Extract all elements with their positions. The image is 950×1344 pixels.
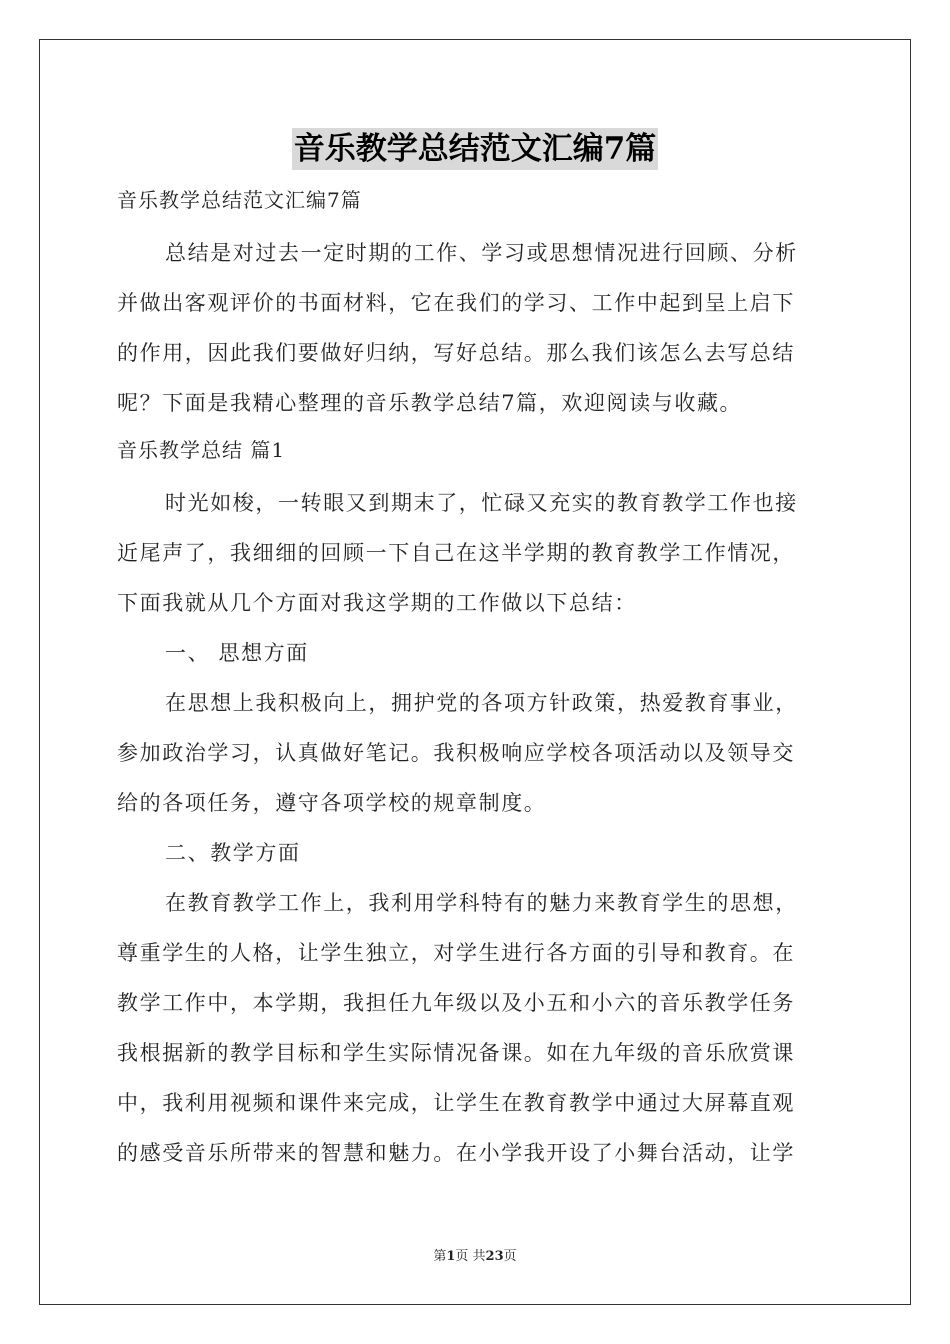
footer-suffix: 页: [503, 1249, 517, 1264]
paragraph-line: 我根据新的教学目标和学生实际情况备课。如在九年级的音乐欣赏课: [117, 1041, 795, 1065]
document-subtitle: 音乐教学总结范文汇编7篇: [117, 188, 362, 212]
paragraph-line: 近尾声了，我细细的回顾一下自己在这半学期的教育教学工作情况，: [117, 541, 795, 565]
page-total: 23: [485, 1249, 504, 1264]
part2-paragraph: [117, 878, 833, 1178]
intro-paragraph: [117, 228, 833, 428]
paragraph-line: 在思想上我积极向上，拥护党的各项方针政策，热爱教育事业，: [165, 691, 798, 715]
section-intro-paragraph: [117, 478, 833, 628]
part1-paragraph: [117, 678, 833, 828]
paragraph-line: 下面我就从几个方面对我这学期的工作做以下总结：: [117, 591, 637, 615]
document-body: [117, 178, 833, 1178]
page-number: 1: [446, 1249, 456, 1264]
paragraph-line: 总结是对过去一定时期的工作、学习或思想情况进行回顾、分析: [165, 241, 798, 265]
part2-heading: 二、教学方面: [165, 841, 301, 865]
footer-mid: 页 共: [455, 1249, 486, 1264]
paragraph-line: 的作用，因此我们要做好归纳，写好总结。那么我们该怎么去写总结: [117, 341, 795, 365]
paragraph-line: 教学工作中，本学期，我担任九年级以及小五和小六的音乐教学任务: [117, 991, 795, 1015]
document-title: 音乐教学总结范文汇编7篇: [292, 128, 659, 170]
footer-prefix: 第: [433, 1249, 447, 1264]
paragraph-line: 尊重学生的人格，让学生独立，对学生进行各方面的引导和教育。在: [117, 941, 795, 965]
part1-heading: 一、 思想方面: [165, 641, 309, 665]
page-footer: [0, 1245, 950, 1264]
paragraph-line: 的感受音乐所带来的智慧和魅力。在小学我开设了小舞台活动，让学: [117, 1141, 795, 1165]
paragraph-line: 给的各项任务，遵守各项学校的规章制度。: [117, 791, 547, 815]
paragraph-line: 在教育教学工作上，我利用学科特有的魅力来教育学生的思想，: [165, 891, 798, 915]
paragraph-line: 参加政治学习，认真做好笔记。我积极响应学校各项活动以及领导交: [117, 741, 795, 765]
paragraph-line: 中，我利用视频和课件来完成，让学生在教育教学中通过大屏幕直观: [117, 1091, 795, 1115]
paragraph-line: 呢？下面是我精心整理的音乐教学总结7篇，欢迎阅读与收藏。: [117, 391, 743, 415]
paragraph-line: 并做出客观评价的书面材料，它在我们的学习、工作中起到呈上启下: [117, 291, 795, 315]
paragraph-line: 时光如梭，一转眼又到期末了，忙碌又充实的教育教学工作也接: [165, 491, 798, 515]
section-heading: 音乐教学总结 篇1: [117, 438, 286, 462]
title-container: [0, 128, 950, 170]
